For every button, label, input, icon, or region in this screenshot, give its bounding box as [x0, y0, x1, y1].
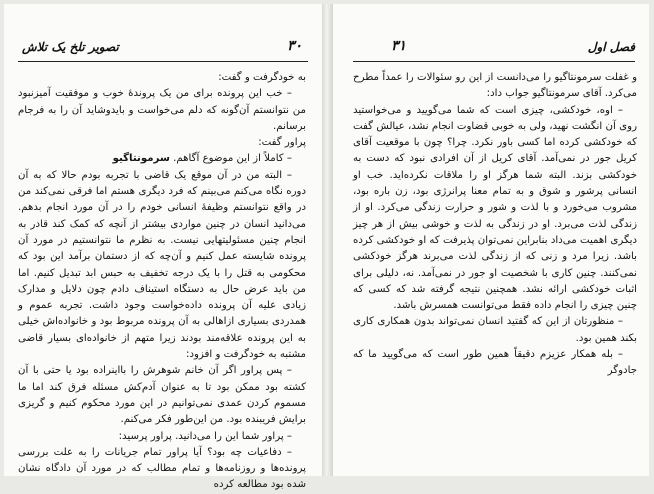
paragraph: – دفاعیات چه بود؟ آیا پراور تمام جریانات را به علت بررسی پرونده‌ها و روزنامه‌ها و تمام مطالب که در مورد آن دادگاه نشان شده بود مطالعه کرده [18, 446, 306, 491]
bold-name: سرمونتاگیو [112, 153, 170, 165]
right-page [333, 4, 649, 476]
running-title: فصل اول [587, 40, 635, 54]
paragraph [18, 151, 306, 167]
left-page-body [18, 70, 306, 491]
page-number: ۳۰ [286, 38, 302, 54]
left-page [4, 4, 322, 491]
paragraph: – پراور شما این را می‌دانید. پراور پرسید: [118, 430, 292, 442]
paragraph: به خودگرفت و گفت: [218, 72, 306, 83]
paragraph: – خب این پرونده برای من یک پروندهٔ خوب و موفقیت آمیزنبود من نتوانستم آن‌گونه که دلم می‌خواست و بایدوشاید آن را به فرجام برسانم. [18, 88, 306, 132]
paragraph: – منظورتان از این که گفتید انسان نمی‌تواند بدون همکاری کاری بکند همین بود. [353, 316, 637, 344]
page-number: ۳۱ [391, 38, 407, 54]
paragraph: – پس پراور اگر آن خانم شوهرش را بااینراده بود یا حتی با آن کشته بود ممکن بود تا به عنوان آدم‌کش مسئله فرق کند اما ما مسموم کردن عمدی نمی‌توانیم در این مورد محکوم کنیم و گریزی برایش فریبنده بود. من این‌طور فکر می‌کنم. [18, 365, 306, 426]
paragraph: – اوه، خودکشی، چیزی است که شما می‌گویید و می‌خواستید روی آن انگشت نهید، ولی به خوبی قضاوت انجام نشد، عیالش گفت که خودکشی کرده اما کسی باور نکرد. چرا؟ چون با موقعیت آقای کریل جور در نمی‌آمد. آقای کریل از آن افرادی نبود که دست به خودکشی بزند. البته شما هرگز او را ملاقات نکرده‌اید. خب او انسانی پرشور و شوق و به تمام معنا پرانرژی بود، زن باره بود، مشروب می‌خورد و با لذت و شور و حرارت زندگی می‌کرد. او از زندگی لذت می‌برد. او در زندگی به لذت و خوشی بیش از هر چیز دیگری اهمیت می‌داد بنابراین نمی‌توان پذیرفت که او خودکشی کرده باشد. زیرا مرد و زنی که از زندگی لذت می‌برند هرگز خودکشی نمی‌کنند. چنین کاری با شخصیت او جور در نمی‌آمد. نه، دلیلی برای اثبات خودکشی ارائه نشد. همچنین نتیجه گرفته شد که کسی که چنین چیزی را انجام داده فقط می‌توانست همسرش باشد. [353, 104, 637, 312]
paragraph: پراور گفت: [258, 137, 306, 149]
paragraph: – بله همکار عزیزم دقیقاً همین طور است که می‌گویید ما که جادوگر [353, 349, 637, 377]
right-page-header [351, 38, 635, 60]
paragraph: – البته من در آن موقع یک قاضی با تجربه بودم حالا که به آن دوره نگاه می‌کنم می‌بینم که فرد دیگری هستم اما فرقی نمی‌کند من در واقع نتوانستم وظیفهٔ انسانی خودم را در آن مورد انجام بدهم. می‌دانید انسان در چنین مواردی بیشتر از آنچه که کمک کند قادر به انجام چنین مسئولیتهایی نیست. به نظرم ما نتوانستیم در مورد آن پرونده شایسته عمل کنیم و آن‌چه که از دستمان برآمد این بود که محکومی به قتل را با یک درجه تخفیف به حبس ابد تبدیل کنیم. اما من باید عرض حال به دستگاه استیناف دادم چون دلایل و مدارک زیادی علیه آن پرونده داده‌خواست وجود داشت. تجربه عموم و همدردی بسیاری ازاهالی به آن پرونده مربوط بود و خانواده‌اش خیلی به این پرونده علاقه‌مند بودند زیرا متهم از خانواده‌ای بسیار قاضی‌ مشتبه به خودگرفت و افزود: [18, 169, 306, 361]
header-rule [18, 61, 308, 62]
left-page-header [18, 38, 308, 60]
paragraph-text: – کاملاً از این موضوع آگاهم. [173, 153, 292, 165]
header-rule [353, 61, 635, 62]
right-page-body [353, 70, 637, 468]
book-spine [322, 4, 333, 476]
running-title: تصویر تلخ یک تلاش [22, 40, 119, 54]
paragraph: و غفلت سرمونتاگیو را می‌دانست از این رو سئوالات را عمداً مطرح می‌کرد. آقای سرمونتاگیو جواب داد: [353, 72, 637, 100]
